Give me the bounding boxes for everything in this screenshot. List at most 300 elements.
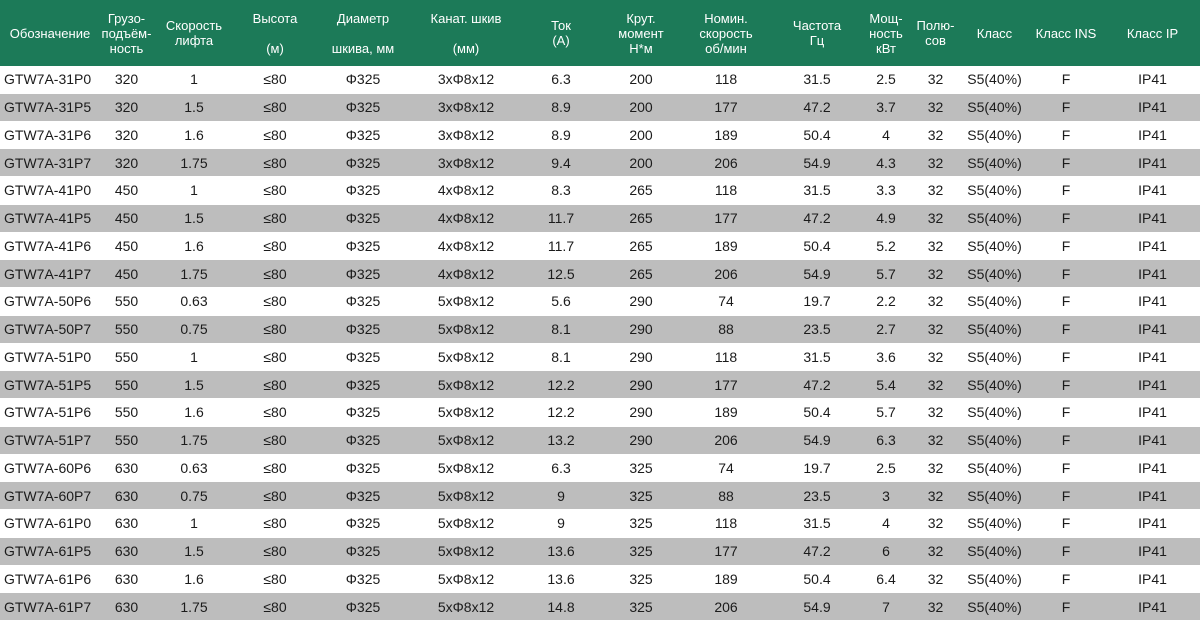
- cell-rated-speed: 88: [681, 315, 771, 343]
- cell-rated-speed: 118: [681, 177, 771, 205]
- cell-designation: GTW7A-50P7: [0, 315, 100, 343]
- cell-poles: 32: [909, 93, 962, 121]
- cell-sheave-diameter: Φ325: [315, 482, 411, 510]
- cell-poles: 32: [909, 593, 962, 621]
- cell-torque: 325: [601, 482, 681, 510]
- cell-duty-class: S5(40%): [962, 66, 1027, 93]
- table-row: [0, 426, 1200, 454]
- cell-lift-speed: 1.75: [153, 260, 235, 288]
- cell-sheave-diameter: Φ325: [315, 371, 411, 399]
- cell-designation: GTW7A-60P7: [0, 482, 100, 510]
- cell-ins-class: F: [1027, 204, 1105, 232]
- cell-sheave-diameter: Φ325: [315, 593, 411, 621]
- cell-current: 12.5: [521, 260, 601, 288]
- cell-current: 13.6: [521, 565, 601, 593]
- cell-height: ≤80: [235, 371, 315, 399]
- cell-duty-class: S5(40%): [962, 260, 1027, 288]
- cell-torque: 200: [601, 121, 681, 149]
- cell-poles: 32: [909, 204, 962, 232]
- cell-power: 2.5: [863, 66, 909, 93]
- cell-poles: 32: [909, 232, 962, 260]
- table-row: [0, 204, 1200, 232]
- cell-height: ≤80: [235, 482, 315, 510]
- cell-ip-class: IP41: [1105, 204, 1200, 232]
- cell-duty-class: S5(40%): [962, 482, 1027, 510]
- cell-designation: GTW7A-51P0: [0, 343, 100, 371]
- cell-power: 5.4: [863, 371, 909, 399]
- cell-rated-speed: 206: [681, 426, 771, 454]
- table-row: [0, 177, 1200, 205]
- cell-designation: GTW7A-60P6: [0, 454, 100, 482]
- column-header-designation: [0, 0, 100, 66]
- cell-height: ≤80: [235, 66, 315, 93]
- cell-rope-sheave: 4xΦ8x12: [411, 232, 521, 260]
- cell-duty-class: S5(40%): [962, 149, 1027, 177]
- column-header-line: сов: [925, 33, 946, 48]
- cell-torque: 265: [601, 260, 681, 288]
- cell-rated-speed: 189: [681, 121, 771, 149]
- column-header-line: момент: [618, 25, 664, 41]
- table-row: [0, 343, 1200, 371]
- cell-designation: GTW7A-31P7: [0, 149, 100, 177]
- cell-current: 12.2: [521, 371, 601, 399]
- cell-designation: GTW7A-51P5: [0, 371, 100, 399]
- cell-rope-sheave: 5xΦ8x12: [411, 565, 521, 593]
- cell-poles: 32: [909, 399, 962, 427]
- cell-duty-class: S5(40%): [962, 93, 1027, 121]
- cell-rated-speed: 118: [681, 343, 771, 371]
- cell-rated-speed: 177: [681, 93, 771, 121]
- cell-duty-class: S5(40%): [962, 121, 1027, 149]
- cell-duty-class: S5(40%): [962, 593, 1027, 621]
- cell-sheave-diameter: Φ325: [315, 288, 411, 316]
- cell-rated-speed: 206: [681, 149, 771, 177]
- cell-height: ≤80: [235, 537, 315, 565]
- column-header-rope-sheave: [411, 0, 521, 66]
- cell-power: 2.5: [863, 454, 909, 482]
- cell-current: 9.4: [521, 149, 601, 177]
- cell-torque: 200: [601, 66, 681, 93]
- column-header-line: ность: [869, 25, 903, 41]
- cell-current: 8.9: [521, 121, 601, 149]
- cell-height: ≤80: [235, 510, 315, 538]
- cell-rated-speed: 118: [681, 510, 771, 538]
- cell-duty-class: S5(40%): [962, 371, 1027, 399]
- cell-lift-speed: 1.6: [153, 232, 235, 260]
- cell-designation: GTW7A-41P6: [0, 232, 100, 260]
- column-header-ins-class: [1027, 0, 1105, 66]
- cell-current: 13.2: [521, 426, 601, 454]
- cell-ins-class: F: [1027, 288, 1105, 316]
- cell-rated-speed: 206: [681, 260, 771, 288]
- table-row: [0, 66, 1200, 93]
- cell-rope-sheave: 3xΦ8x12: [411, 93, 521, 121]
- cell-lift-speed: 1: [153, 510, 235, 538]
- column-header-line: Класс IP: [1126, 25, 1179, 41]
- table-row: [0, 371, 1200, 399]
- cell-frequency: 54.9: [771, 260, 863, 288]
- column-header-line: [316, 26, 410, 41]
- cell-height: ≤80: [235, 121, 315, 149]
- column-header-line: Грузо-: [107, 10, 146, 26]
- cell-sheave-diameter: Φ325: [315, 315, 411, 343]
- cell-load-capacity: 550: [100, 399, 153, 427]
- cell-current: 8.1: [521, 315, 601, 343]
- cell-load-capacity: 320: [100, 121, 153, 149]
- column-header-line: Гц: [809, 33, 825, 48]
- cell-frequency: 31.5: [771, 66, 863, 93]
- cell-designation: GTW7A-61P7: [0, 593, 100, 621]
- cell-rated-speed: 74: [681, 454, 771, 482]
- cell-torque: 200: [601, 93, 681, 121]
- cell-sheave-diameter: Φ325: [315, 343, 411, 371]
- cell-poles: 32: [909, 288, 962, 316]
- column-header-duty-class: [962, 0, 1027, 66]
- cell-designation: GTW7A-50P6: [0, 288, 100, 316]
- cell-rated-speed: 118: [681, 66, 771, 93]
- cell-ip-class: IP41: [1105, 426, 1200, 454]
- column-header-line: кВт: [876, 40, 896, 56]
- cell-rope-sheave: 3xΦ8x12: [411, 121, 521, 149]
- cell-poles: 32: [909, 371, 962, 399]
- cell-poles: 32: [909, 343, 962, 371]
- cell-ins-class: F: [1027, 510, 1105, 538]
- cell-rated-speed: 177: [681, 371, 771, 399]
- cell-ins-class: F: [1027, 121, 1105, 149]
- cell-torque: 325: [601, 454, 681, 482]
- cell-poles: 32: [909, 454, 962, 482]
- cell-ip-class: IP41: [1105, 565, 1200, 593]
- cell-height: ≤80: [235, 288, 315, 316]
- cell-frequency: 47.2: [771, 93, 863, 121]
- cell-load-capacity: 630: [100, 454, 153, 482]
- cell-torque: 290: [601, 371, 681, 399]
- column-header-power: [863, 0, 909, 66]
- cell-ins-class: F: [1027, 593, 1105, 621]
- cell-poles: 32: [909, 482, 962, 510]
- table-row: [0, 121, 1200, 149]
- cell-designation: GTW7A-31P6: [0, 121, 100, 149]
- column-header-line: [236, 26, 314, 41]
- table-row: [0, 593, 1200, 621]
- cell-power: 3.3: [863, 177, 909, 205]
- cell-ip-class: IP41: [1105, 93, 1200, 121]
- column-header-line: (м): [266, 40, 284, 56]
- table-row: [0, 315, 1200, 343]
- cell-ins-class: F: [1027, 371, 1105, 399]
- cell-rated-speed: 177: [681, 537, 771, 565]
- cell-sheave-diameter: Φ325: [315, 260, 411, 288]
- table-row: [0, 288, 1200, 316]
- cell-ins-class: F: [1027, 260, 1105, 288]
- cell-ins-class: F: [1027, 177, 1105, 205]
- cell-load-capacity: 320: [100, 93, 153, 121]
- cell-power: 3.7: [863, 93, 909, 121]
- cell-sheave-diameter: Φ325: [315, 510, 411, 538]
- cell-lift-speed: 0.63: [153, 454, 235, 482]
- cell-ip-class: IP41: [1105, 454, 1200, 482]
- cell-ins-class: F: [1027, 93, 1105, 121]
- cell-duty-class: S5(40%): [962, 426, 1027, 454]
- table-row: [0, 537, 1200, 565]
- cell-power: 5.2: [863, 232, 909, 260]
- cell-frequency: 23.5: [771, 482, 863, 510]
- cell-torque: 290: [601, 426, 681, 454]
- cell-rope-sheave: 5xΦ8x12: [411, 288, 521, 316]
- cell-designation: GTW7A-61P6: [0, 565, 100, 593]
- cell-power: 3.6: [863, 343, 909, 371]
- cell-power: 3: [863, 482, 909, 510]
- cell-load-capacity: 550: [100, 371, 153, 399]
- cell-torque: 200: [601, 149, 681, 177]
- cell-ins-class: F: [1027, 454, 1105, 482]
- cell-rope-sheave: 5xΦ8x12: [411, 454, 521, 482]
- cell-frequency: 50.4: [771, 565, 863, 593]
- cell-ins-class: F: [1027, 537, 1105, 565]
- cell-ip-class: IP41: [1105, 593, 1200, 621]
- cell-frequency: 31.5: [771, 343, 863, 371]
- cell-torque: 265: [601, 177, 681, 205]
- cell-ip-class: IP41: [1105, 371, 1200, 399]
- cell-current: 8.1: [521, 343, 601, 371]
- cell-rope-sheave: 5xΦ8x12: [411, 426, 521, 454]
- cell-frequency: 50.4: [771, 399, 863, 427]
- column-header-line: Ток: [551, 18, 571, 33]
- cell-current: 8.9: [521, 93, 601, 121]
- cell-ins-class: F: [1027, 565, 1105, 593]
- cell-load-capacity: 450: [100, 232, 153, 260]
- cell-height: ≤80: [235, 426, 315, 454]
- cell-designation: GTW7A-61P5: [0, 537, 100, 565]
- cell-torque: 290: [601, 343, 681, 371]
- cell-poles: 32: [909, 537, 962, 565]
- column-header-line: Класс: [976, 25, 1013, 41]
- column-header-current: [521, 0, 601, 66]
- cell-load-capacity: 320: [100, 66, 153, 93]
- cell-power: 5.7: [863, 260, 909, 288]
- column-header-line: скорость: [699, 25, 753, 41]
- cell-rated-speed: 88: [681, 482, 771, 510]
- cell-power: 6.4: [863, 565, 909, 593]
- cell-ins-class: F: [1027, 399, 1105, 427]
- cell-lift-speed: 1.5: [153, 537, 235, 565]
- table-row: [0, 260, 1200, 288]
- cell-frequency: 54.9: [771, 426, 863, 454]
- column-header-line: Обозначение: [9, 25, 91, 41]
- cell-power: 2.2: [863, 288, 909, 316]
- column-header-line: Полю-: [916, 18, 955, 33]
- cell-power: 4.3: [863, 149, 909, 177]
- cell-ip-class: IP41: [1105, 260, 1200, 288]
- cell-poles: 32: [909, 66, 962, 93]
- cell-height: ≤80: [235, 204, 315, 232]
- cell-lift-speed: 1.6: [153, 565, 235, 593]
- cell-torque: 325: [601, 537, 681, 565]
- cell-rope-sheave: 5xΦ8x12: [411, 371, 521, 399]
- cell-current: 6.3: [521, 454, 601, 482]
- cell-load-capacity: 450: [100, 177, 153, 205]
- cell-sheave-diameter: Φ325: [315, 177, 411, 205]
- column-header-torque: [601, 0, 681, 66]
- cell-duty-class: S5(40%): [962, 177, 1027, 205]
- column-header-line: Н*м: [629, 40, 653, 56]
- cell-poles: 32: [909, 315, 962, 343]
- cell-poles: 32: [909, 260, 962, 288]
- cell-load-capacity: 550: [100, 426, 153, 454]
- cell-duty-class: S5(40%): [962, 315, 1027, 343]
- cell-torque: 265: [601, 204, 681, 232]
- cell-lift-speed: 1.75: [153, 593, 235, 621]
- cell-sheave-diameter: Φ325: [315, 565, 411, 593]
- cell-power: 6.3: [863, 426, 909, 454]
- cell-poles: 32: [909, 426, 962, 454]
- cell-duty-class: S5(40%): [962, 343, 1027, 371]
- cell-sheave-diameter: Φ325: [315, 66, 411, 93]
- cell-ip-class: IP41: [1105, 315, 1200, 343]
- cell-designation: GTW7A-51P6: [0, 399, 100, 427]
- cell-rope-sheave: 3xΦ8x12: [411, 66, 521, 93]
- cell-frequency: 31.5: [771, 177, 863, 205]
- cell-sheave-diameter: Φ325: [315, 426, 411, 454]
- table-row: [0, 482, 1200, 510]
- table-row: [0, 232, 1200, 260]
- cell-lift-speed: 0.63: [153, 288, 235, 316]
- cell-ip-class: IP41: [1105, 121, 1200, 149]
- cell-height: ≤80: [235, 565, 315, 593]
- cell-ins-class: F: [1027, 149, 1105, 177]
- cell-frequency: 50.4: [771, 121, 863, 149]
- cell-power: 4.9: [863, 204, 909, 232]
- column-header-height: [235, 0, 315, 66]
- cell-rated-speed: 74: [681, 288, 771, 316]
- column-header-line: (мм): [452, 40, 480, 56]
- cell-duty-class: S5(40%): [962, 454, 1027, 482]
- cell-rope-sheave: 5xΦ8x12: [411, 510, 521, 538]
- cell-frequency: 54.9: [771, 593, 863, 621]
- cell-rope-sheave: 5xΦ8x12: [411, 482, 521, 510]
- cell-current: 9: [521, 482, 601, 510]
- cell-lift-speed: 1: [153, 177, 235, 205]
- cell-designation: GTW7A-31P5: [0, 93, 100, 121]
- cell-load-capacity: 550: [100, 288, 153, 316]
- cell-height: ≤80: [235, 93, 315, 121]
- table-row: [0, 399, 1200, 427]
- column-header-line: Мощ-: [869, 10, 903, 26]
- cell-load-capacity: 630: [100, 537, 153, 565]
- cell-power: 2.7: [863, 315, 909, 343]
- column-header-line: Частота: [792, 18, 842, 33]
- cell-duty-class: S5(40%): [962, 565, 1027, 593]
- cell-lift-speed: 1.5: [153, 371, 235, 399]
- table-row: [0, 454, 1200, 482]
- cell-rated-speed: 177: [681, 204, 771, 232]
- cell-rope-sheave: 4xΦ8x12: [411, 177, 521, 205]
- cell-load-capacity: 630: [100, 510, 153, 538]
- column-header-line: подъём-: [101, 25, 152, 41]
- cell-lift-speed: 1.6: [153, 121, 235, 149]
- cell-duty-class: S5(40%): [962, 510, 1027, 538]
- table-row: [0, 565, 1200, 593]
- cell-designation: GTW7A-41P7: [0, 260, 100, 288]
- cell-designation: GTW7A-41P0: [0, 177, 100, 205]
- cell-power: 5.7: [863, 399, 909, 427]
- column-header-line: Класс INS: [1035, 25, 1097, 41]
- cell-current: 11.7: [521, 232, 601, 260]
- cell-current: 9: [521, 510, 601, 538]
- cell-ip-class: IP41: [1105, 482, 1200, 510]
- cell-rope-sheave: 5xΦ8x12: [411, 399, 521, 427]
- cell-lift-speed: 1.6: [153, 399, 235, 427]
- cell-ip-class: IP41: [1105, 149, 1200, 177]
- cell-load-capacity: 630: [100, 565, 153, 593]
- cell-height: ≤80: [235, 177, 315, 205]
- cell-current: 8.3: [521, 177, 601, 205]
- cell-current: 12.2: [521, 399, 601, 427]
- column-header-poles: [909, 0, 962, 66]
- cell-torque: 325: [601, 510, 681, 538]
- cell-sheave-diameter: Φ325: [315, 149, 411, 177]
- cell-ins-class: F: [1027, 343, 1105, 371]
- cell-designation: GTW7A-61P0: [0, 510, 100, 538]
- cell-height: ≤80: [235, 315, 315, 343]
- cell-frequency: 23.5: [771, 315, 863, 343]
- cell-rope-sheave: 3xΦ8x12: [411, 149, 521, 177]
- cell-torque: 290: [601, 399, 681, 427]
- cell-sheave-diameter: Φ325: [315, 204, 411, 232]
- cell-frequency: 50.4: [771, 232, 863, 260]
- cell-frequency: 19.7: [771, 288, 863, 316]
- table-row: [0, 149, 1200, 177]
- cell-height: ≤80: [235, 149, 315, 177]
- cell-height: ≤80: [235, 454, 315, 482]
- cell-rope-sheave: 4xΦ8x12: [411, 204, 521, 232]
- table-header-row: [0, 0, 1200, 66]
- cell-duty-class: S5(40%): [962, 288, 1027, 316]
- column-header-ip-class: [1105, 0, 1200, 66]
- cell-load-capacity: 630: [100, 482, 153, 510]
- cell-ins-class: F: [1027, 426, 1105, 454]
- cell-duty-class: S5(40%): [962, 204, 1027, 232]
- cell-rope-sheave: 5xΦ8x12: [411, 537, 521, 565]
- column-header-lift-speed: [153, 0, 235, 66]
- cell-load-capacity: 450: [100, 260, 153, 288]
- cell-ins-class: F: [1027, 315, 1105, 343]
- cell-frequency: 54.9: [771, 149, 863, 177]
- cell-torque: 325: [601, 593, 681, 621]
- column-header-line: Высота: [252, 10, 298, 26]
- cell-rope-sheave: 5xΦ8x12: [411, 343, 521, 371]
- cell-power: 7: [863, 593, 909, 621]
- table-row: [0, 93, 1200, 121]
- column-header-rated-speed: [681, 0, 771, 66]
- cell-torque: 325: [601, 565, 681, 593]
- column-header-line: Скорость: [165, 18, 223, 33]
- cell-height: ≤80: [235, 232, 315, 260]
- cell-duty-class: S5(40%): [962, 537, 1027, 565]
- cell-lift-speed: 1.75: [153, 149, 235, 177]
- cell-rope-sheave: 5xΦ8x12: [411, 593, 521, 621]
- column-header-line: (А): [552, 33, 570, 48]
- cell-power: 4: [863, 121, 909, 149]
- cell-frequency: 47.2: [771, 204, 863, 232]
- cell-torque: 265: [601, 232, 681, 260]
- cell-height: ≤80: [235, 260, 315, 288]
- table-body: [0, 66, 1200, 621]
- cell-rated-speed: 189: [681, 565, 771, 593]
- cell-height: ≤80: [235, 593, 315, 621]
- cell-duty-class: S5(40%): [962, 399, 1027, 427]
- cell-ip-class: IP41: [1105, 537, 1200, 565]
